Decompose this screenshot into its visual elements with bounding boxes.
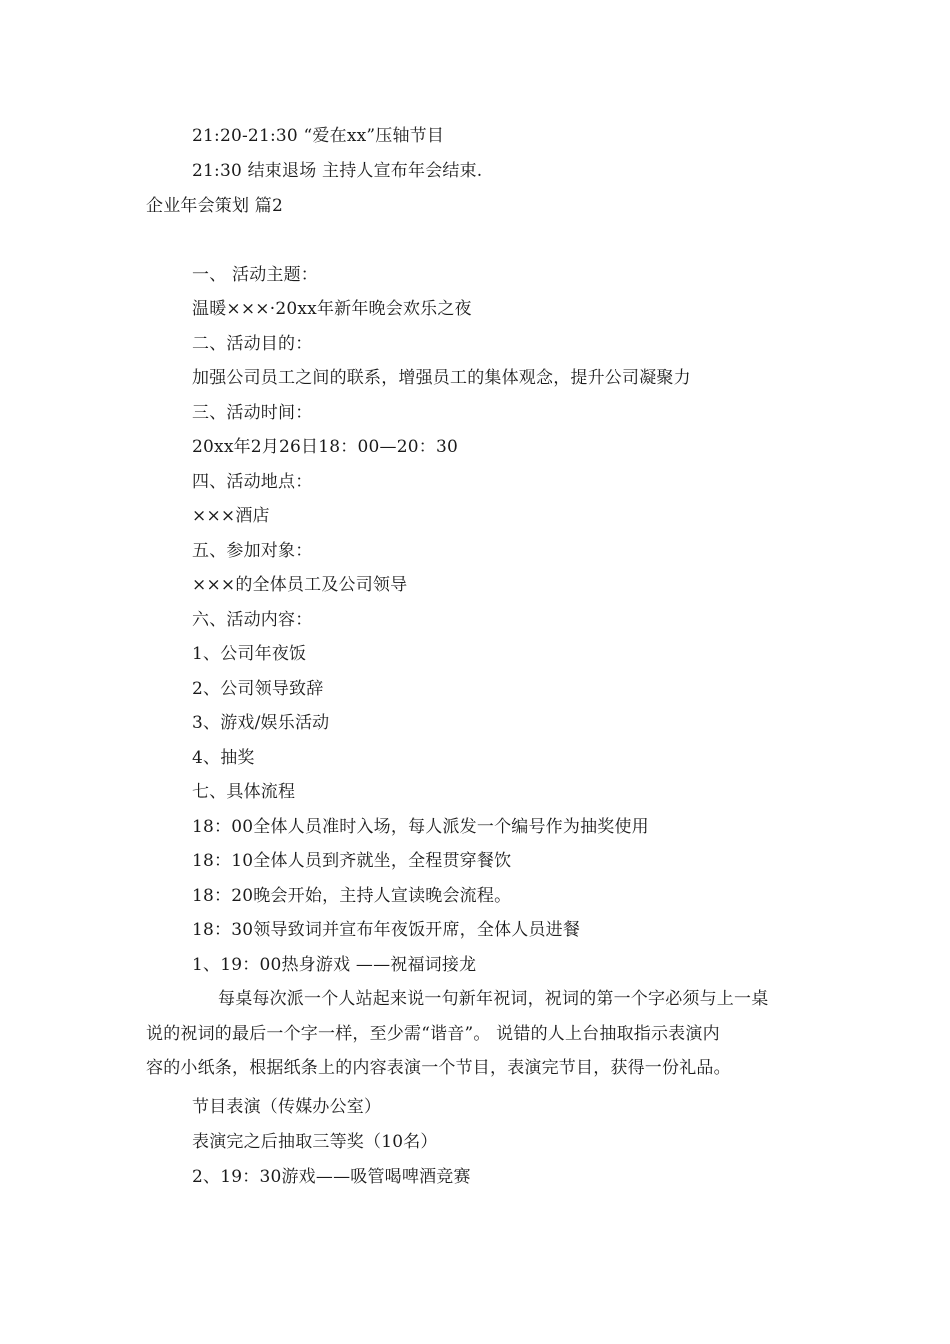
process-step: 2、19：30游戏——吸管喝啤酒竞赛 (192, 1167, 471, 1187)
text-line: ×××的全体员工及公司领导 (192, 575, 408, 595)
list-item: 2、公司领导致辞 (192, 679, 324, 699)
heading-process: 七、具体流程 (192, 782, 296, 802)
paragraph-line: 每桌每次派一个人站起来说一句新年祝词，祝词的第一个字必须与上一桌 (218, 989, 769, 1009)
heading-content: 六、活动内容： (192, 610, 313, 630)
process-step: 18：00全体人员准时入场，每人派发一个编号作为抽奖使用 (192, 817, 649, 837)
heading-time: 三、活动时间： (192, 403, 313, 423)
text-line: 节目表演（传媒办公室） (192, 1097, 382, 1117)
text-line: ×××酒店 (192, 506, 270, 526)
heading-venue: 四、活动地点： (192, 472, 313, 492)
process-step: 18：10全体人员到齐就坐，全程贯穿餐饮 (192, 851, 512, 871)
list-item: 3、游戏/娱乐活动 (192, 713, 330, 733)
process-step: 1、19：00热身游戏 ——祝福词接龙 (192, 955, 477, 975)
text-line: 20xx年2月26日18：00—20：30 (192, 437, 458, 457)
process-step: 18：20晚会开始，主持人宣读晚会流程。 (192, 886, 512, 906)
paragraph-line: 容的小纸条，根据纸条上的内容表演一个节目，表演完节目，获得一份礼品。 (146, 1058, 731, 1078)
heading-purpose: 二、活动目的： (192, 334, 313, 354)
schedule-line: 21:20-21:30 “爱在xx”压轴节目 (192, 126, 445, 146)
list-item: 4、抽奖 (192, 748, 255, 768)
section-title: 企业年会策划 篇2 (146, 196, 284, 216)
paragraph-line: 说的祝词的最后一个字一样，至少需“谐音”。 说错的人上台抽取指示表演内 (146, 1024, 720, 1044)
text-line: 加强公司员工之间的联系，增强员工的集体观念，提升公司凝聚力 (192, 368, 691, 388)
process-step: 18：30领导致词并宣布年夜饭开席，全体人员进餐 (192, 920, 581, 940)
text-line: 表演完之后抽取三等奖（10名） (192, 1132, 438, 1152)
list-item: 1、公司年夜饭 (192, 644, 307, 664)
heading-theme: 一、 活动主题： (192, 265, 319, 285)
schedule-line: 21:30 结束退场 主持人宣布年会结束. (192, 161, 483, 181)
text-line: 温暖×××·20xx年新年晚会欢乐之夜 (192, 299, 472, 319)
heading-participants: 五、参加对象： (192, 541, 313, 561)
